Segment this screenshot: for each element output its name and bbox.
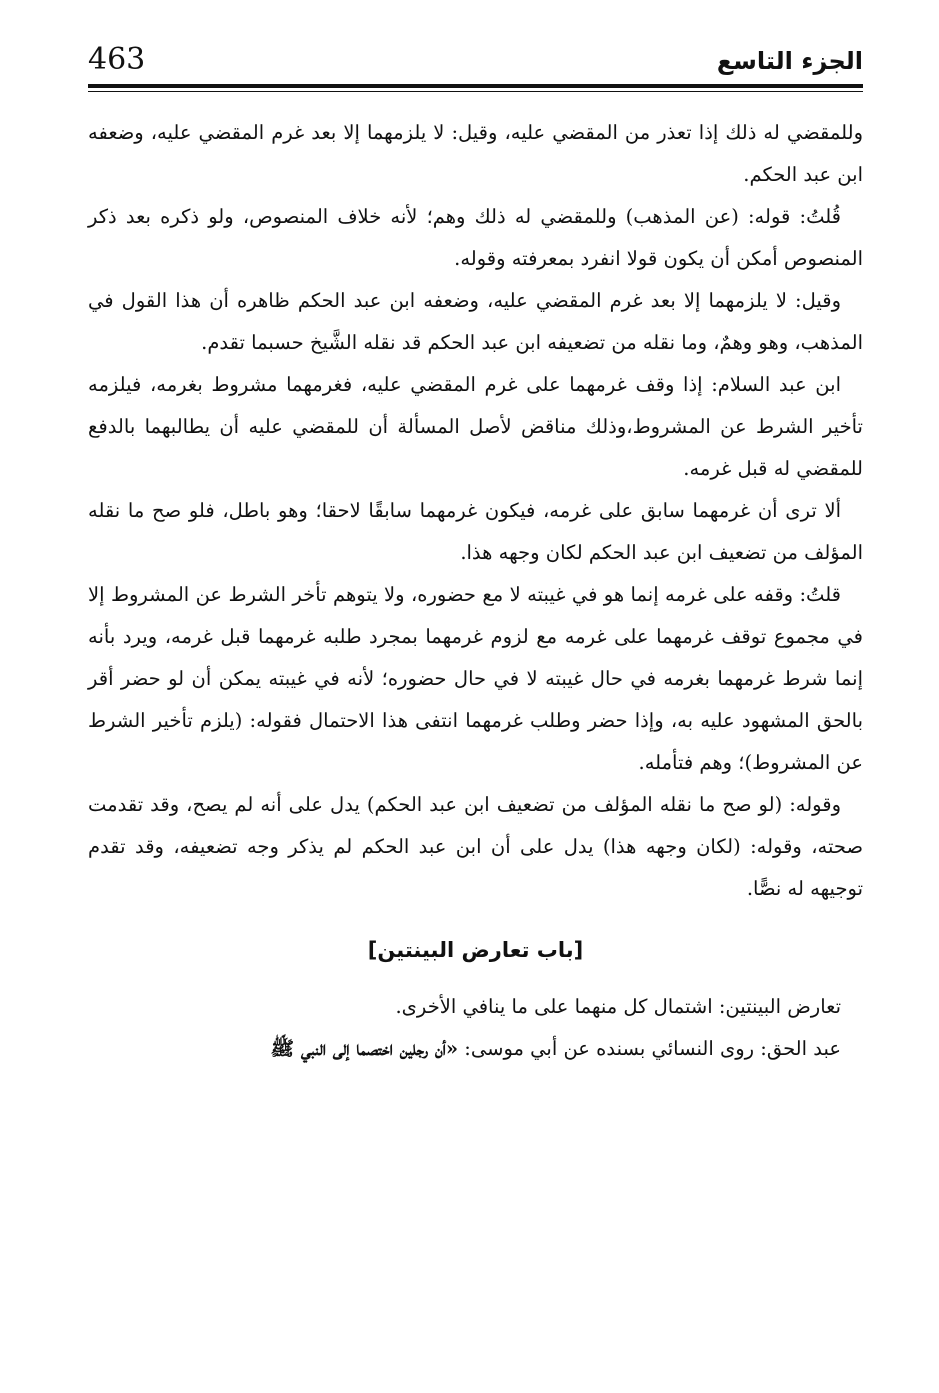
header-rule-thin xyxy=(88,91,863,92)
volume-title: الجزء التاسع xyxy=(716,47,863,75)
page-number: 463 xyxy=(88,42,146,77)
paragraph-2: قُلتُ: قوله: (عن المذهب) وللمقضي له ذلك وهم؛ لأنه خلاف المنصوص، ولو ذكره بعد ذكر المنصوص أمكن أن يكون قولا انفرد بمعرفته وقوله. xyxy=(88,205,863,270)
paragraph-3: وقيل: لا يلزمهما إلا بعد غرم المقضي عليه، وضعفه ابن عبد الحكم ظاهره أن هذا القول في المذهب، وهو وهمٌ، وما نقله من تضعيفه ابن عبد الحكم قد نقله الشَّيخ حسبما تقدم. xyxy=(88,289,863,354)
definition-paragraph: تعارض البينتين: اشتمال كل منهما على ما ينافي الأخرى. xyxy=(395,995,841,1018)
paragraph-1: وللمقضي له ذلك إذا تعذر من المقضي عليه، وقيل: لا يلزمهما إلا بعد غرم المقضي عليه، وضعفه ابن عبد الحكم. xyxy=(88,121,863,186)
section-heading: [باب تعارض البينتين] xyxy=(367,938,584,962)
paragraph-7: وقوله: (لو صح ما نقله المؤلف من تضعيف ابن عبد الحكم) يدل على أنه لم يصح، وقد تقدمت صحته، وقوله: (لكان وجهه هذا) يدل على أن ابن عبد الحكم لم يذكر وجه تضعيفه، وقد تقدم توجيهه له نصًّا. xyxy=(88,793,863,900)
hadith-paragraph xyxy=(88,1028,863,1070)
page-header xyxy=(88,38,863,90)
hadith-quote: «أن رجلين اختصما إلى النبي ﷺ xyxy=(270,1037,459,1060)
paragraph-5: ألا ترى أن غرمهما سابق على غرمه، فيكون غرمهما سابقًا لاحقا؛ وهو باطل، فلو صح ما نقله المؤلف من تضعيف ابن عبد الحكم لكان وجهه هذا. xyxy=(88,499,863,564)
header-rule-thick xyxy=(88,84,863,88)
body-text xyxy=(88,112,863,1070)
paragraph-4: ابن عبد السلام: إذا وقف غرمهما على غرم المقضي عليه، فغرمهما مشروط بغرمه، فيلزمه تأخير الشرط عن المشروط،وذلك مناقض لأصل المسألة أن للمقضي عليه أن يطالبهما بالدفع للمقضي له قبل غرمه. xyxy=(88,373,863,480)
paragraph-6: قلتُ: وقفه على غرمه إنما هو في غيبته لا مع حضوره، ولا يتوهم تأخر الشرط عن المشروط إلا في مجموع توقف غرمهما على غرمه مع لزوم غرمهما بمجرد طلبه غرمهما قبل غرمه، ويرد بأنه إنما شرط غرمهما بغرمه في حال غيبته لا في حال حضوره؛ لأنه في غيبته يمكن أن لو حضر أقر بالحق المشهود عليه به، وإذا حضر وطلب غرمهما انتفى هذا الاحتمال فقوله: (يلزم تأخير الشرط عن المشروط)؛ وهم فتأمله. xyxy=(88,583,863,774)
hadith-intro: عبد الحق: روى النسائي بسنده عن أبي موسى: xyxy=(458,1037,841,1060)
